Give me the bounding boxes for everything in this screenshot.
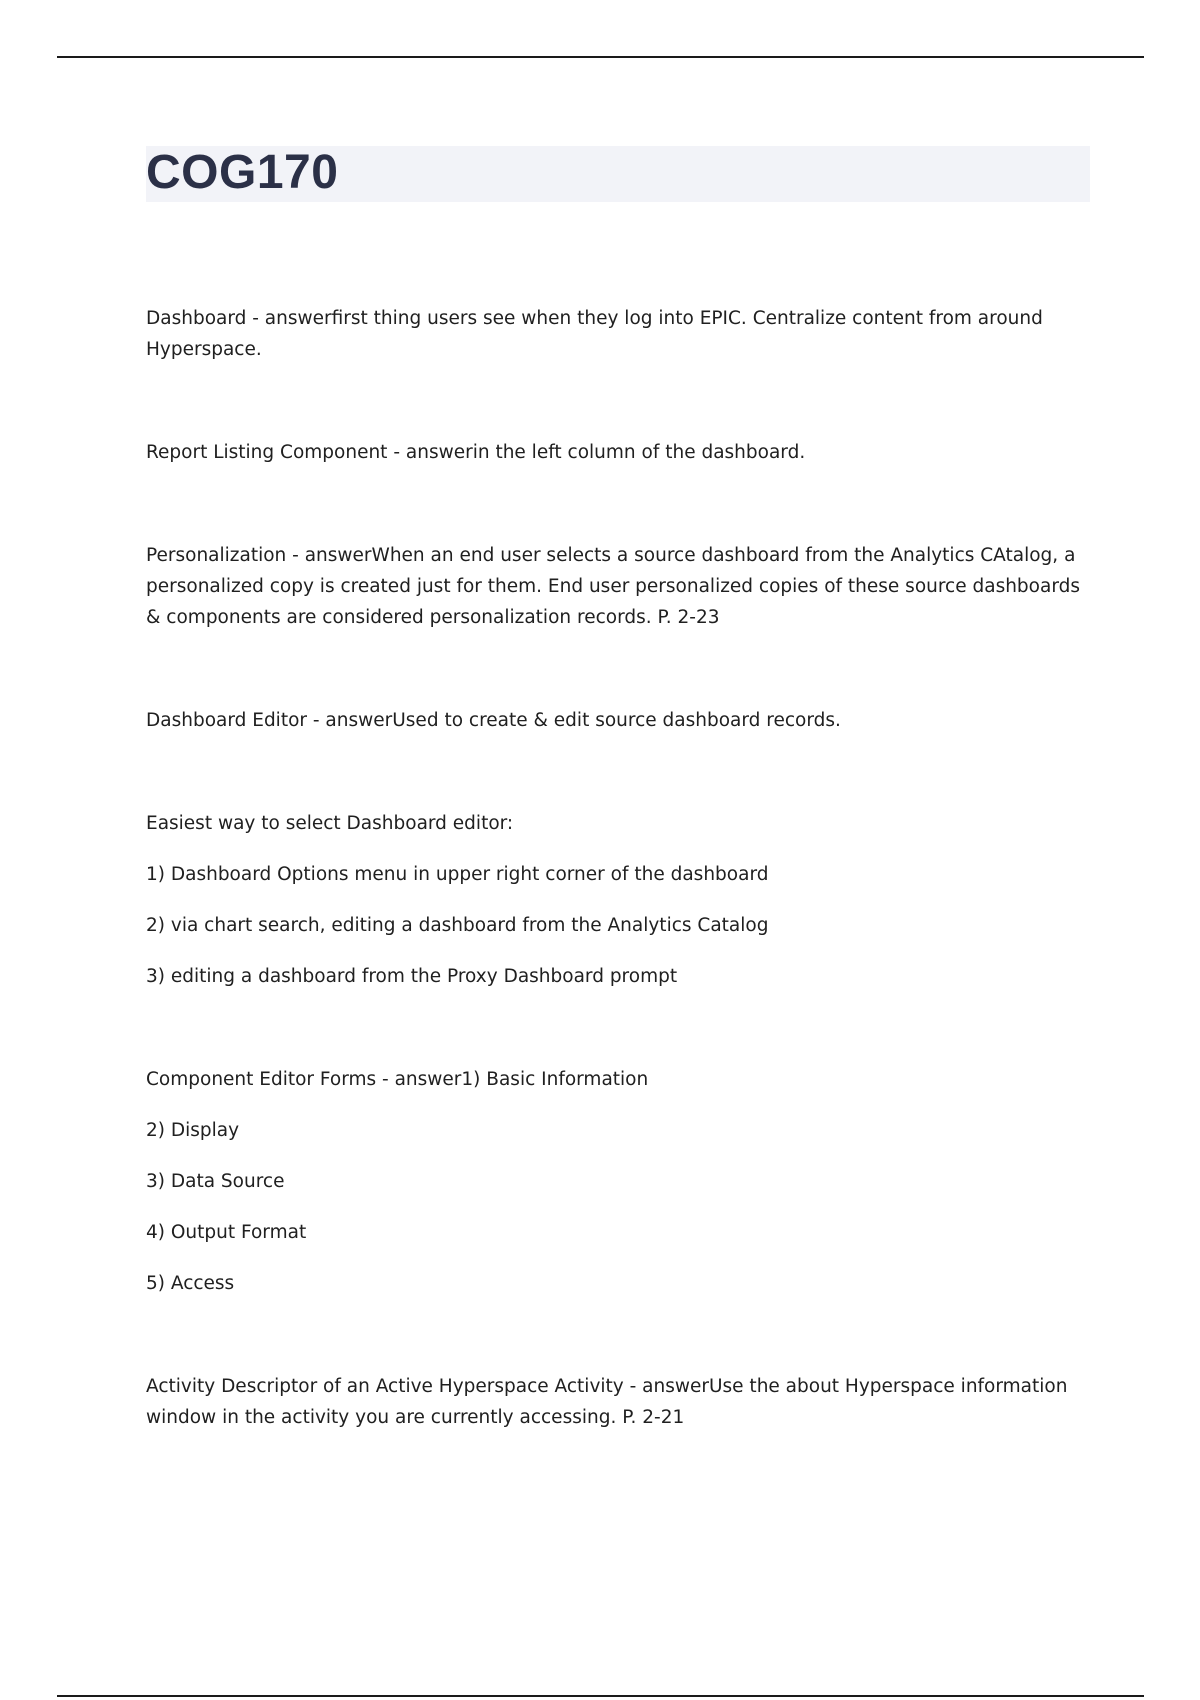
list-item: 2) via chart search, editing a dashboard from the Analytics Catalog — [146, 915, 769, 936]
entry-text: Report Listing Component - answerin the left column of the dashboard. — [146, 442, 806, 463]
entry-easiest-way — [146, 808, 1090, 992]
list-item: 5) Access — [146, 1273, 235, 1294]
entry-text: Component Editor Forms - answer1) Basic Information — [146, 1069, 649, 1090]
entry-activity-descriptor — [146, 1371, 1090, 1433]
document-title: COG170 — [146, 146, 339, 199]
header-rule — [57, 56, 1144, 58]
entry-text: Dashboard - answerfirst thing users see when they log into EPIC. Centralize content from around Hyperspace. — [146, 308, 1043, 360]
entry-text: Personalization - answerWhen an end user selects a source dashboard from the Analytics CAtalog, a personalized copy is created just for them. End user personalized copies of these source dashboards & components are considered personalization records. P. 2-23 — [146, 545, 1080, 628]
entry-text: Dashboard Editor - answerUsed to create & edit source dashboard records. — [146, 710, 841, 731]
list-item: 1) Dashboard Options menu in upper right corner of the dashboard — [146, 864, 769, 885]
entry-report-listing-component — [146, 437, 1090, 468]
list-item: 4) Output Format — [146, 1222, 307, 1243]
entry-component-editor-forms — [146, 1064, 1090, 1299]
entry-dashboard — [146, 303, 1090, 365]
list-item: 3) Data Source — [146, 1171, 285, 1192]
entry-text: Activity Descriptor of an Active Hyperspace Activity - answerUse the about Hyperspace information window in the activity you are currently accessing. P. 2-21 — [146, 1376, 1068, 1428]
entry-personalization — [146, 540, 1090, 633]
list-item: 3) editing a dashboard from the Proxy Dashboard prompt — [146, 966, 678, 987]
document-body — [146, 303, 1090, 1433]
entry-dashboard-editor — [146, 705, 1090, 736]
entry-text: Easiest way to select Dashboard editor: — [146, 813, 514, 834]
footer-rule — [57, 1695, 1144, 1697]
list-item: 2) Display — [146, 1120, 240, 1141]
